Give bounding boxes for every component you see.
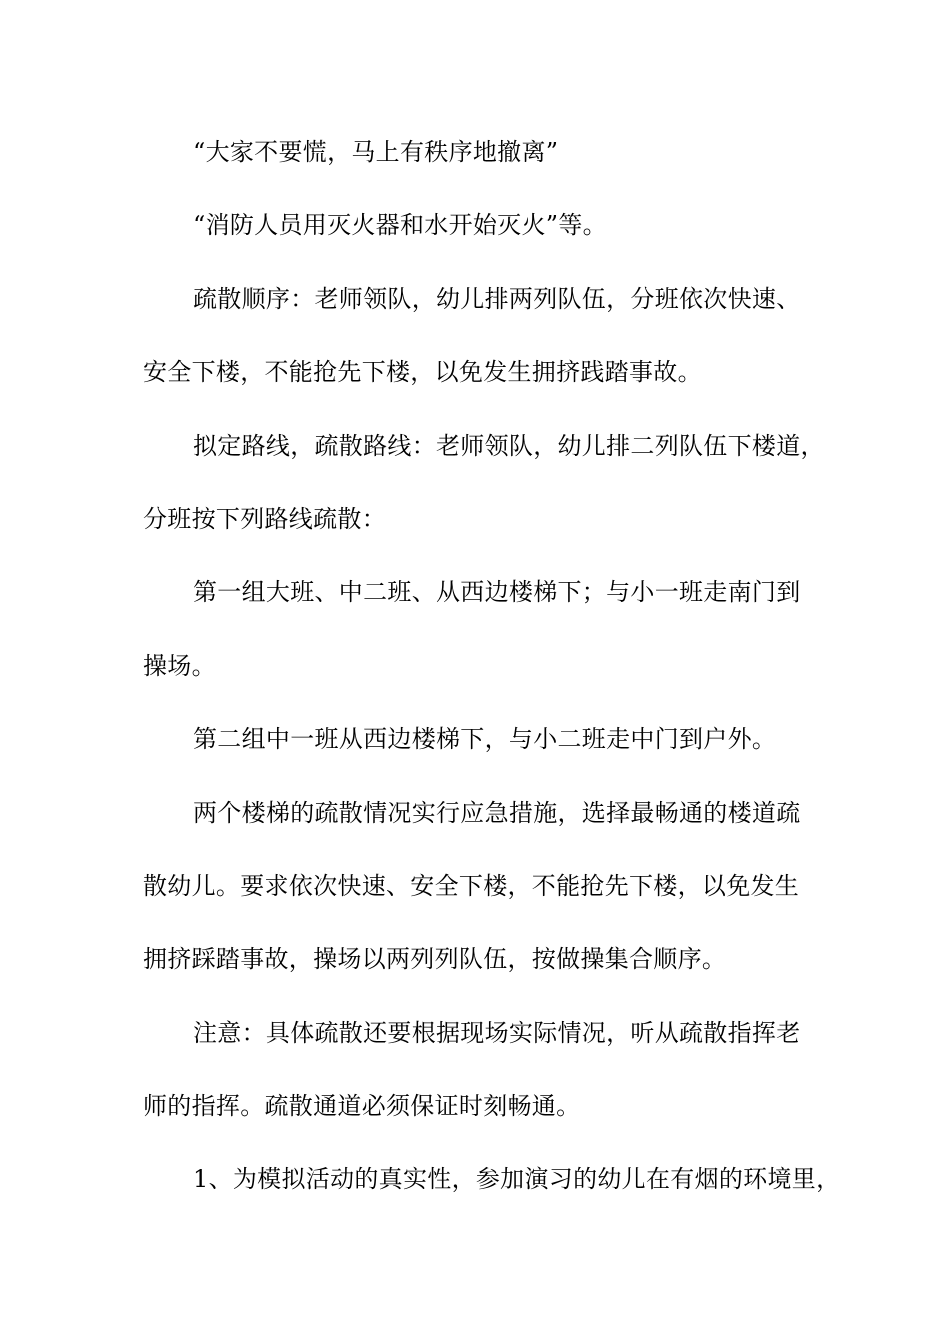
paragraph-line: 第一组大班、中二班、从西边楼梯下；与小一班走南门到 (193, 578, 801, 607)
paragraph-line: 两个楼梯的疏散情况实行应急措施，选择最畅通的楼道疏 (193, 798, 801, 827)
paragraph-line: 1、为模拟活动的真实性，参加演习的幼儿在有烟的环境里， (193, 1165, 841, 1194)
paragraph-line: 分班按下列路线疏散： (143, 504, 386, 533)
paragraph-line: 操场。 (143, 651, 216, 680)
paragraph-line: 安全下楼，不能抢先下楼，以免发生拥挤践踏事故。 (143, 358, 702, 387)
quote-line: “消防人员用灭火器和水开始灭火”等。 (193, 211, 607, 240)
paragraph-line: 散幼儿。要求依次快速、安全下楼，不能抢先下楼，以免发生 (143, 871, 800, 900)
paragraph-line: 疏散顺序：老师领队，幼儿排两列队伍，分班依次快速、 (193, 284, 801, 313)
paragraph-line: 师的指挥。疏散通道必须保证时刻畅通。 (143, 1092, 581, 1121)
paragraph-line: 拟定路线，疏散路线：老师领队，幼儿排二列队伍下楼道， (193, 431, 825, 460)
quote-line: “大家不要慌，马上有秩序地撤离” (193, 138, 559, 166)
paragraph-line: 第二组中一班从西边楼梯下，与小二班走中门到户外。 (193, 725, 777, 754)
body-text (143, 128, 841, 1229)
paragraph-line: 拥挤踩踏事故，操场以两列列队伍，按做操集合顺序。 (143, 945, 727, 974)
paragraph-line: 注意：具体疏散还要根据现场实际情况，听从疏散指挥老 (193, 1018, 801, 1047)
